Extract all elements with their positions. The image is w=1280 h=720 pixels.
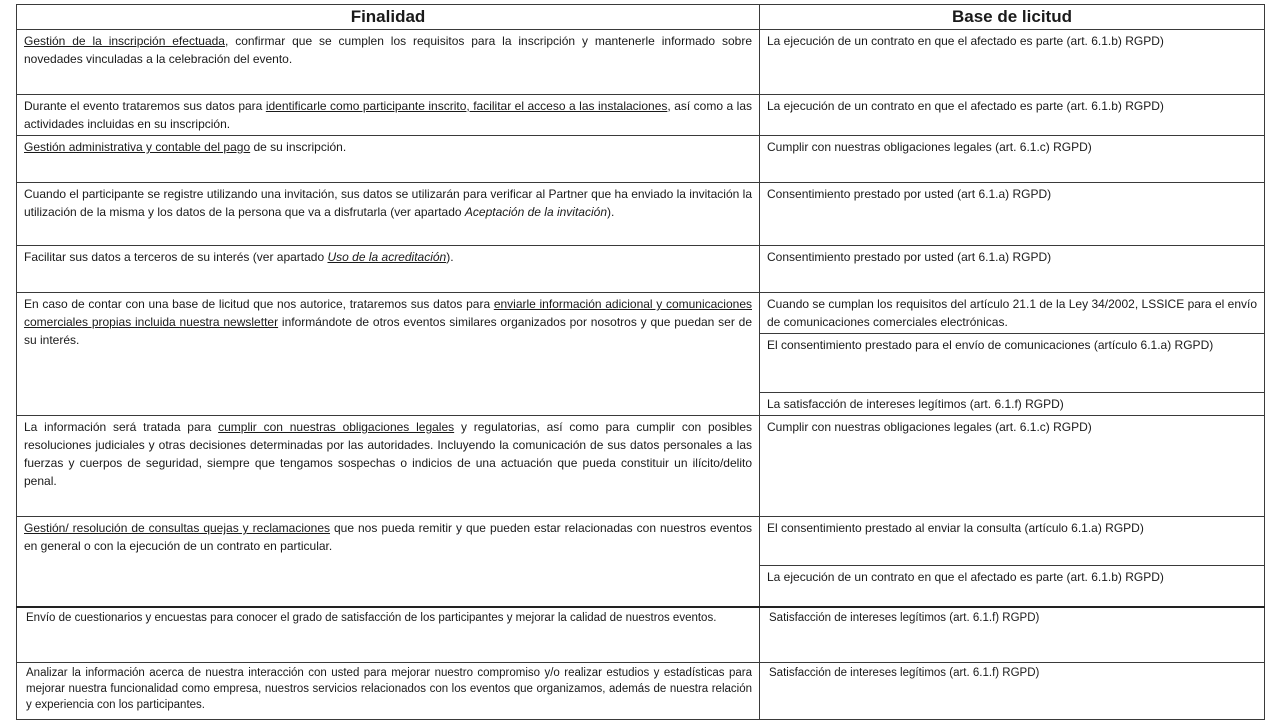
table-row [17,416,1265,517]
finalidad-text: Cuando el participante se registre utilizando una invitación, sus datos se utilizarán para verificar al Partner que ha enviado la invitación la utilización de la misma y los datos de la persona que va a disfrutarla (ver apartado [24,187,752,219]
italic-text: Aceptación de la invitación [464,205,607,219]
underlined-text: Gestión/ resolución de consultas quejas y reclamaciones [24,521,331,535]
underlined-italic-text [327,250,446,264]
finalidad-text: ). [607,205,615,219]
base-cell: Satisfacción de intereses legítimos (art. 6.1.f) RGPD) [760,607,1265,663]
table-header-row [17,5,1265,30]
base-cell: Cuando se cumplan los requisitos del artículo 21.1 de la Ley 34/2002, LSSICE para el envío de comunicaciones comerciales electrónicas. [760,293,1265,334]
table-row [17,30,1265,95]
finalidad-text: La información será tratada para [24,420,219,434]
finalidad-text: Durante el evento trataremos sus datos para [24,99,266,113]
base-cell: El consentimiento prestado para el envío de comunicaciones (artículo 6.1.a) RGPD) [760,334,1265,393]
base-cell: El consentimiento prestado al enviar la consulta (artículo 6.1.a) RGPD) [760,517,1265,566]
table-row [17,246,1265,293]
legal-basis-table-document [16,4,1264,720]
finalidad-text: En caso de contar con una base de licitud que nos autorice, trataremos sus datos para [24,297,494,311]
finalidad-cell [17,30,760,95]
finalidad-text: , confirmar que se cumplen los requisitos para la inscripción y mantenerle informado sobre novedades vinculadas a la celebración del evento. [24,34,753,66]
finalidad-text: que nos pueda remitir y que pueden estar relacionadas con nuestros eventos en general o con la ejecución de un contrato en particular. [24,521,753,553]
table-row [17,95,1265,136]
base-cell: La satisfacción de intereses legítimos (art. 6.1.f) RGPD) [760,393,1265,416]
base-cell: Consentimiento prestado por usted (art 6.1.a) RGPD) [760,246,1265,293]
table-row [17,663,1265,720]
table-row [17,183,1265,246]
header-finalidad: Finalidad [17,5,760,30]
base-cell: Cumplir con nuestras obligaciones legales (art. 6.1.c) RGPD) [760,136,1265,183]
underlined-text: cumplir con nuestras obligaciones legales [218,420,455,434]
base-cell: La ejecución de un contrato en que el afectado es parte (art. 6.1.b) RGPD) [760,30,1265,95]
finalidad-text: Facilitar sus datos a terceros de su interés (ver apartado [24,250,328,264]
legal-basis-table [16,4,1265,720]
italic-text: Uso de la acreditación [327,250,447,264]
finalidad-text: ). [446,250,454,264]
table-row [17,136,1265,183]
table-row [17,607,1265,663]
finalidad-text: informándote de otros eventos similares organizados por nosotros y que puedan ser de su interés. [24,315,753,347]
finalidad-cell: Analizar la información acerca de nuestra interacción con usted para mejorar nuestro compromiso y/o realizar estudios y estadísticas para mejorar nuestra funcionalidad como empresa, nuestros servicios relacionados con los eventos que organizamos, además de nuestra relación y experiencia con los participantes. [17,663,760,720]
base-cell: Consentimiento prestado por usted (art 6.1.a) RGPD) [760,183,1265,246]
underlined-text: Gestión de la inscripción efectuada [24,34,225,48]
base-cell: Cumplir con nuestras obligaciones legales (art. 6.1.c) RGPD) [760,416,1265,517]
table-row [17,517,1265,566]
underlined-text: enviarle información adicional y comunicaciones comerciales propias incluida nuestra newsletter [24,297,752,329]
finalidad-text: y regulatorias, así como para cumplir con posibles resoluciones judiciales y otras decisiones determinadas por las autoridades. Incluyendo la comunicación de sus datos personales a las fuerzas y cuerpos de seguridad, siempre que tengamos sospechas o indicios de una actuación que pueda constituir un ilícito/delito penal. [24,420,753,488]
underlined-text: Gestión administrativa y contable del pago [24,140,251,154]
finalidad-cell [17,293,760,416]
header-base-de-licitud: Base de licitud [760,5,1265,30]
finalidad-cell [17,136,760,183]
finalidad-cell [17,246,760,293]
base-cell: La ejecución de un contrato en que el afectado es parte (art. 6.1.b) RGPD) [760,566,1265,608]
underlined-text: identificarle como participante inscrito, facilitar el acceso a las instalaciones [265,99,668,113]
finalidad-cell [17,95,760,136]
finalidad-cell [17,517,760,608]
base-cell: La ejecución de un contrato en que el afectado es parte (art. 6.1.b) RGPD) [760,95,1265,136]
finalidad-cell: Envío de cuestionarios y encuestas para conocer el grado de satisfacción de los participantes y mejorar la calidad de nuestros eventos. [17,607,760,663]
finalidad-cell [17,416,760,517]
finalidad-cell [17,183,760,246]
base-cell: Satisfacción de intereses legítimos (art. 6.1.f) RGPD) [760,663,1265,720]
finalidad-text: , así como a las actividades incluidas en su inscripción. [24,99,753,131]
finalidad-text: de su inscripción. [250,140,347,154]
table-row [17,293,1265,334]
